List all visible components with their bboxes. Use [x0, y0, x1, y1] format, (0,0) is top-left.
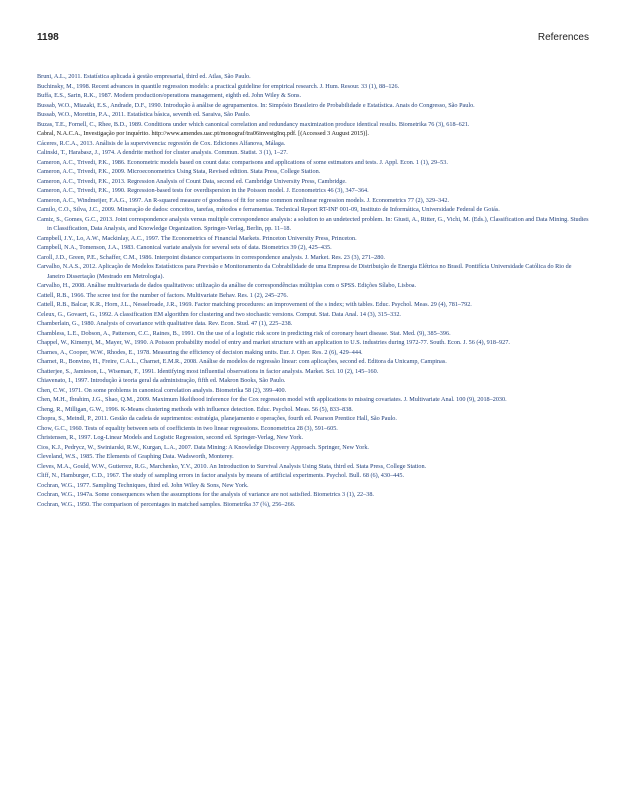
reference-entry: Chamberlain, G., 1980. Analysis of covariance with qualitative data. Rev. Econ. Stud. 47 (1), 225–238. — [37, 320, 293, 327]
reference-entry: Chen, M.H., Ibrahim, J.G., Shao, Q.M., 2009. Maximum likelihood inference for the Cox regression model with applications to missing covariates. J. Multivariate Anal. 100 (9), 2018–2030. — [37, 396, 507, 403]
reference-entry: Chappel, W., Kimenyi, M., Mayer, W., 1990. A Poisson probability model of entry and market structure with an application to U.S. industries during 1972-77. South. Econ. J. 56 (4), 918–927. — [37, 339, 510, 346]
reference-entry: Cios, K.J., Pedrycz, W., Swiniarski, R.W., Kurgan, L.A., 2007. Data Mining: A Knowledge Discovery Approach. Springer, New York. — [37, 443, 369, 451]
reference-entry: Chambless, L.E., Dobson, A., Patterson, C.C., Raines, B., 1991. On the use of a logistic risk score in predicting risk of coronary heart disease. Stat. Med. (9), 385–396. — [37, 329, 451, 337]
reference-entry: Celeux, G., Govaert, G., 1992. A classification EM algorithm for clustering and two stochastic versions. Comput. Stat. Data Anal. 14 (3), 315–332. — [37, 310, 401, 318]
reference-entry: Bruni, A.L., 2011. Estatística aplicada à gestão empresarial, third ed. Atlas, São Paulo. — [37, 73, 251, 80]
reference-entry: Cáceres, R.C.A., 2013. Análisis de la supervivencia: regresión de Cox. Ediciones Alfanova, Málaga. — [37, 139, 286, 147]
reference-entry: Buffa, E.S., Sarin, R.K., 1987. Modern production/operations management, eighth ed. John Wiley & Sons. — [37, 92, 302, 99]
reference-entry: Cattell, R.B., 1966. The scree test for the number of factors. Multivariate Behav. Res. 1 (2), 245–276. — [37, 291, 289, 299]
reference-entry: Charnet, R., Bonvino, H., Freire, C.A.L., Charnet, E.M.R., 2008. Análise de modelos de regressão linear: com aplicações, second ed. Editora da Unicamp, Campinas. — [37, 358, 447, 365]
reference-entry: Carvalho, H., 2008. Análise multivariada de dados qualitativos: utilização da análise de correspondências múltiplas com o SPSS. Edições Sílabo, Lisboa. — [37, 282, 417, 289]
reference-entry: Cleves, M.A., Gould, W.W., Gutierrez, R.G., Marchenko, Y.V., 2010. An Introduction to Survival Analysis Using Stata, third ed. Stata Press, College Station. — [37, 462, 427, 470]
reference-list — [37, 72, 589, 509]
reference-entry: Cochran, W.G., 1977. Sampling Techniques, third ed. John Wiley & Sons, New York. — [37, 481, 249, 489]
reference-entry: Cleveland, W.S., 1985. The Elements of Graphing Data. Wadsworth, Monterey. — [37, 453, 234, 460]
reference-entry: Cameron, A.C., Trivedi, P.K., 1986. Econometric models based on count data: comparisons and applications of some estimators and tests. J. Appl. Econ. 1 (1), 29–53. — [37, 158, 448, 166]
reference-entry: Cliff, N., Hamburger, C.D., 1967. The study of sampling errors in factor analysis by means of artificial experiments. Psychol. Bull. 68 (6), 430–445. — [37, 472, 404, 479]
reference-entry: Buzas, T.E., Fornell, C., Rhee, B.D., 1989. Conditions under which canonical correlation and redundancy maximization produce identical results. Biometrika 76 (3), 618–621. — [37, 120, 470, 128]
reference-entry: Cameron, A.C., Trivedi, P.K., 1990. Regression-based tests for overdispersion in the Poisson model. J. Econometrics 46 (3), 347–364. — [37, 187, 369, 194]
reference-entry: Bussab, W.O., Miazaki, E.S., Andrade, D.F., 1990. Introdução à análise de agrupamentos. In: Simpósio Brasileiro de Probabilidade e Estatística. Anais do Congresso, São Paulo. — [37, 101, 475, 109]
reference-entry: Chow, G.C., 1960. Tests of equality between sets of coefficients in two linear regressions. Econometrica 28 (3), 591–605. — [37, 424, 338, 432]
reference-entry: Cochran, W.G., 1947a. Some consequences when the assumptions for the analysis of variance are not satisfied. Biometrics 3 (1), 22–38. — [37, 491, 374, 498]
section-title: References — [537, 32, 589, 43]
reference-entry: Caroll, J.D., Green, P.E., Schaffer, C.M., 1986. Interpoint distance comparisons in correspondence analysis. J. Market. Res. 23 (3), 271–280. — [37, 253, 385, 261]
reference-entry: Cameron, A.C., Trivedi, P.K., 2013. Regression Analysis of Count Data, second ed. Cambridge University Press, Cambridge. — [37, 177, 347, 185]
reference-entry: Cheng, R., Milligan, G.W., 1996. K-Means clustering methods with influence detection. Educ. Psychol. Meas. 56 (5), 833–838. — [37, 405, 353, 413]
reference-entry: Bussab, W.O., Morettin, P.A., 2011. Estatística básica, seventh ed. Saraiva, São Paulo. — [37, 111, 251, 118]
reference-entry: Chiavenato, I., 1997. Introdução à teoria geral da administração, fifth ed. Makron Books, São Paulo. — [37, 377, 286, 384]
reference-entry: Camilo, C.O., Silva, J.C., 2009. Mineração de dados: conceitos, tarefas, métodos e ferramentas. Technical Report RT-INF 001-09, Instituto de Informática, Universidade Federal de Goiás. — [37, 206, 500, 213]
reference-entry: Charnes, A., Cooper, W.W., Rhodes, E., 1978. Measuring the efficiency of decision making units. Eur. J. Oper. Res. 2 (6), 429–444. — [37, 348, 363, 356]
reference-entry: Cochran, W.G., 1950. The comparison of percentages in matched samples. Biometrika 37 (¾), 256–266. — [37, 500, 296, 508]
reference-entry: Cattell, R.B., Balcar, K.R., Horn, J.L., Nesselroade, J.R., 1969. Factor matching procedures: an improvement of the s index; with tables. Educ. Psychol. Meas. 29 (4), 781–792. — [37, 301, 472, 308]
reference-entry: Cameron, A.C., Trivedi, P.K., 2009. Microeconometrics Using Stata, Revised edition. Stata Press, College Station. — [37, 168, 321, 175]
reference-entry: Chopra, S., Meindl, P., 2011. Gestão da cadeia de suprimentos: estratégia, planejamento e operações, fourth ed. Pearson Prentice Hall, São Paulo. — [37, 415, 397, 422]
reference-entry: Chen, C.W., 1971. On some problems in canonical correlation analysis. Biometrika 58 (2), 399–400. — [37, 386, 287, 394]
reference-entry: Calinski, T., Harabasz, J., 1974. A dendrite method for cluster analysis. Commun. Statist. 3 (1), 1–27. — [37, 149, 288, 156]
page-number: 1198 — [37, 32, 59, 43]
reference-entry: Buchinsky, M., 1998. Recent advances in quantile regression models: a practical guideline for empirical research. J. Hum. Resour. 33 (1), 88–126. — [37, 82, 400, 90]
reference-entry: Campbell, N.A., Tomenson, J.A., 1983. Canonical variate analysis for several sets of data. Biometrics 39 (2), 425–435. — [37, 244, 332, 251]
reference-entry: Christensen, R., 1997. Log-Linear Models and Logistic Regression, second ed. Springer-Verlag, New York. — [37, 434, 304, 441]
reference-entry: Camiz, S., Gomes, G.C., 2013. Joint correspondence analysis versus multiple correspondence analysis: a solution to an undetected problem. In: Giusti, A., Ritter, G., Vichi, M. (Eds.), Classification and Data Mining. Studies in Classification, Data Analysis, and Knowledge Organization. Springer-Verlag, Berlin, pp. 11–18. — [37, 215, 589, 232]
reference-entry: Chatterjee, S., Jamieson, L., Wiseman, F., 1991. Identifying most influential observations in factor analysis. Market. Sci. 10 (2), 145–160. — [37, 367, 379, 375]
reference-entry: Cameron, A.C., Windmeijer, F.A.G., 1997. An R-squared measure of goodness of fit for some common nonlinear regression models. J. Econometrics 77 (2), 329–342. — [37, 196, 450, 204]
page-header — [37, 32, 589, 43]
reference-entry: Cabral, N.A.C.A., Investigação por inquérito. http://www.amendes.uac.pt/monograf/tra06investgInq.pdf. [(Accessed 3 August 2015)]. — [37, 130, 369, 137]
reference-entry: Campbell, J.Y., Lo, A.W., Mackinlay, A.C., 1997. The Econometrics of Financial Markets. Princeton University Press, Princeton. — [37, 234, 357, 242]
reference-entry: Carvalho, N.A.S., 2012. Aplicação de Modelos Estatísticos para Previsão e Monitoramento da Cobrabilidade de uma Empresa de Distribuição de Energia Elétrica no Brasil. Pontifícia Universidade Católica do Rio de Janeiro Dissertação (Mestrado em Metrologia). — [37, 263, 572, 280]
